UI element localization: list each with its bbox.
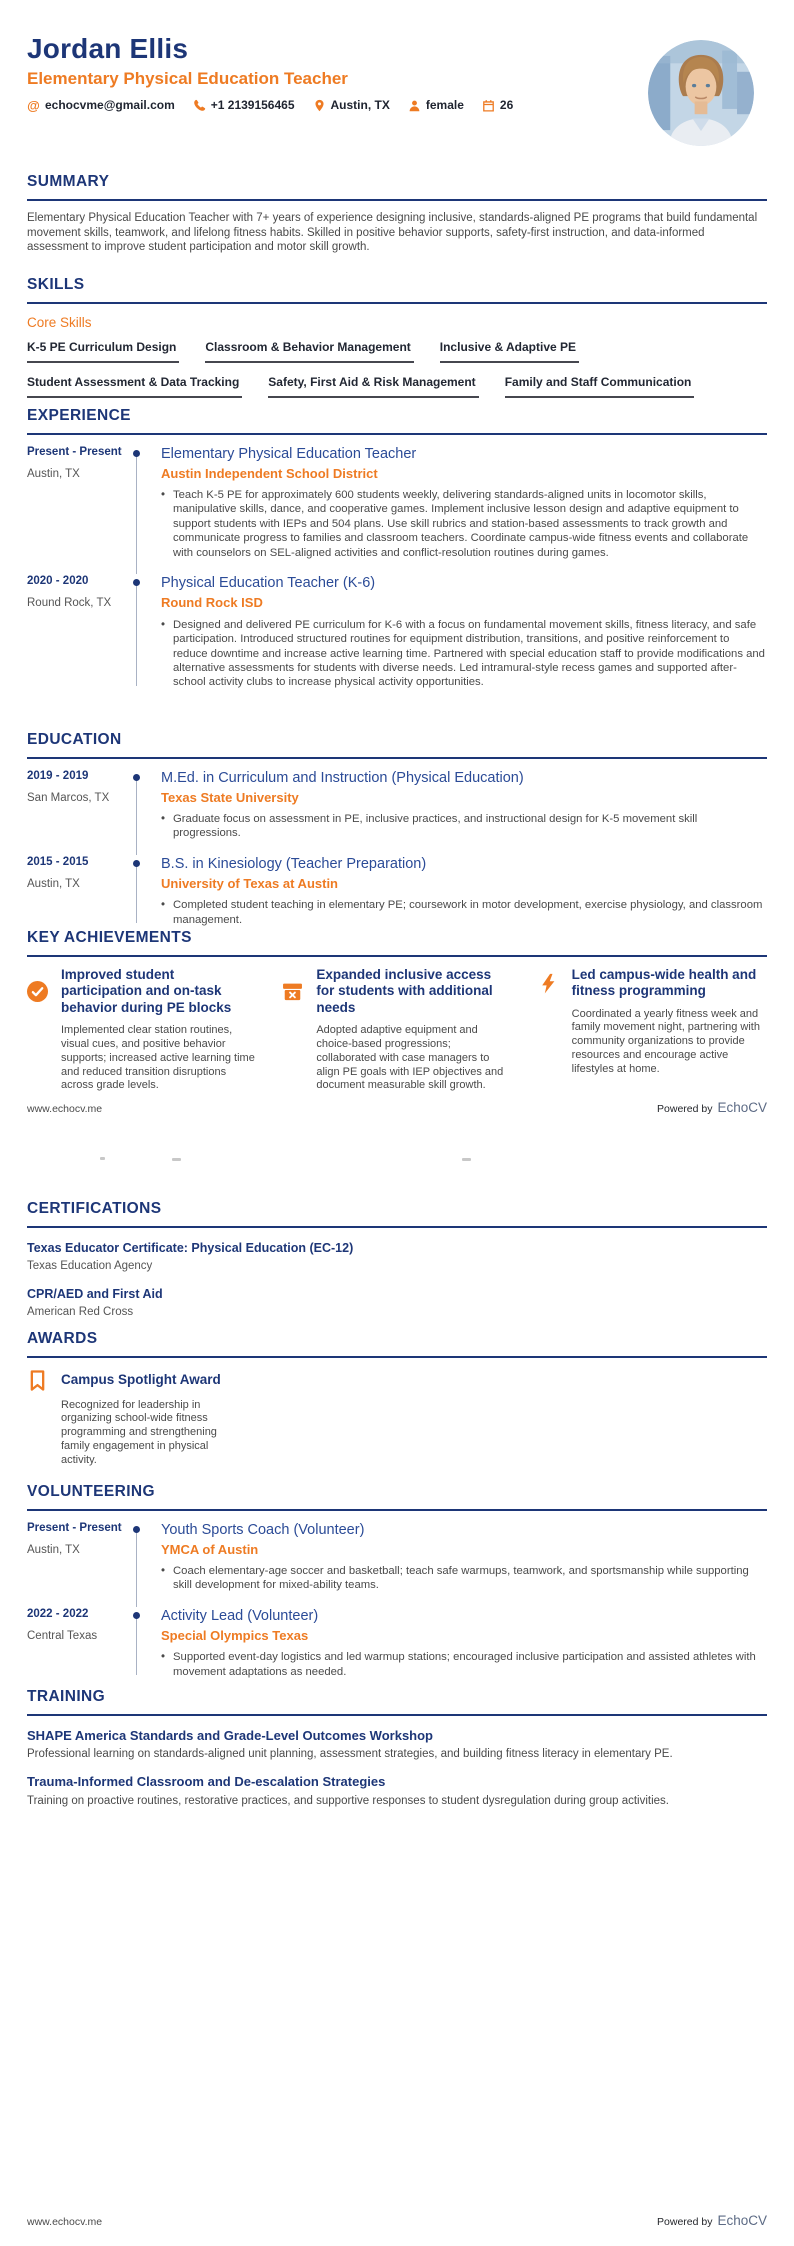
contact-gender-value: female [425,98,464,113]
entry-bullet-text: • Coach elementary-age soccer and basketball; teach safe warmups, teamwork, and sportsmanship while supporting skill development for mixed-ability teams. [173,1564,749,1592]
certification-title: CPR/AED and First Aid [27,1286,163,1301]
entry-meta [27,769,133,841]
entry-dates: Present - Present [27,1521,122,1534]
key-achievements-heading: KEY ACHIEVEMENTS [27,929,767,957]
achievement-title: Expanded inclusive access for students with additional needs [316,966,493,1015]
timeline-marker-icon [133,1607,161,1679]
entry-title: Elementary Physical Education Teacher [161,445,417,462]
contact-age-value: 26 [499,98,514,113]
footer-powered-by [657,1100,767,1115]
entry-location: Austin, TX [27,1543,80,1556]
entry-meta [27,1607,133,1679]
entry-dates: Present - Present [27,445,122,458]
footer-site-url: www.echocv.me [27,1103,103,1115]
achievement-card [282,967,511,1094]
location-pin-icon [313,99,326,112]
volunteering-section [27,1483,767,1679]
training-title: Trauma-Informed Classroom and De-escalation Strategies [27,1774,386,1790]
entry-organization: YMCA of Austin [161,1541,259,1557]
entry-organization: Special Olympics Texas [161,1628,309,1643]
footer-powered-prefix: Powered by [657,1103,713,1115]
entry-organization: Austin Independent School District [161,465,378,481]
entry-bullet-text: • Graduate focus on assessment in PE, inclusive practices, and instructional design for K-5 movement skill progressions. [173,812,698,840]
summary-text: Elementary Physical Education Teacher with 7+ years of experience designing inclusive, standards-aligned PE programs that build fundamental movement skills, teamwork, and lifelong fitness habits. Skilled in positive behavior supports, safety-first instruction, and data-informed assessment to improve student participation and motor skill growth. [27,211,758,254]
achievement-body: Coordinated a yearly fitness week and family movement night, partnering with community organizations to provide resources and encourage active lifestyles at home. [571,1007,760,1075]
timeline-marker-icon [133,1521,161,1593]
certification-issuer: Texas Education Agency [27,1259,153,1272]
bookmark-icon [27,1370,48,1391]
education-heading: EDUCATION [27,731,767,759]
skill-item: Student Assessment & Data Tracking [27,375,242,398]
entry-location: Austin, TX [27,467,80,480]
archive-x-icon [282,981,303,1002]
experience-entry [27,574,767,690]
skill-item: Family and Staff Communication [505,375,695,398]
awards-section [27,1330,767,1468]
skills-list [27,340,767,398]
entry-title: Activity Lead (Volunteer) [161,1607,319,1624]
certification-item [27,1240,767,1274]
entry-bullet [161,898,767,927]
entry-bullet-text: • Supported event-day logistics and led warmup stations; encouraged inclusive participation and assisted athletes with movement adaptations as needed. [173,1651,756,1678]
entry-body [161,1607,767,1679]
entry-title: Physical Education Teacher (K-6) [161,575,376,592]
lightning-icon [538,973,559,994]
skill-item: Safety, First Aid & Risk Management [268,375,478,398]
experience-entry [27,445,767,561]
entry-organization: Texas State University [161,789,299,805]
page-footer [27,1100,767,1115]
entry-body [161,855,767,927]
entry-organization: University of Texas at Austin [161,876,338,891]
award-body: Recognized for leadership in organizing school-wide fitness programming and strengthening family engagement in physical activity. [61,1398,217,1467]
achievement-title: Improved student participation and on-task behavior during PE blocks [61,966,232,1015]
training-description: Training on proactive routines, restorative practices, and supportive responses to student dysregulation during group activities. [27,1795,670,1808]
summary-heading: SUMMARY [27,173,767,201]
page-footer [27,2213,767,2228]
skills-section [27,276,767,398]
certifications-section [27,1200,767,1320]
footer-brand: EchoCV [717,1100,767,1115]
contact-email [27,98,175,112]
entry-bullet [161,1564,767,1593]
achievement-card [27,967,256,1094]
key-achievements-section [27,929,767,1093]
footer-powered-by [657,2213,767,2228]
entry-body [161,574,767,690]
entry-title: Youth Sports Coach (Volunteer) [161,1521,365,1538]
page-break-artifact [172,1158,181,1161]
page-break-artifact [100,1157,105,1160]
contact-gender [408,98,464,112]
skill-item: Inclusive & Adaptive PE [440,340,579,363]
footer-brand: EchoCV [717,2213,767,2228]
awards-heading: AWARDS [27,1330,767,1358]
volunteering-entry [27,1521,767,1593]
contact-phone-value: +1 2139156465 [210,98,295,113]
entry-bullet [161,618,767,690]
entry-bullet-text: • Completed student teaching in elementary PE; coursework in motor development, exercise physiology, and classroom management. [173,899,763,926]
person-icon [408,99,421,112]
timeline-marker-icon [133,769,161,841]
page-break-artifact [462,1158,471,1161]
timeline-marker-icon [133,855,161,927]
entry-title: B.S. in Kinesiology (Teacher Preparation) [161,855,427,872]
skills-heading: SKILLS [27,276,767,304]
entry-bullet [161,1650,767,1679]
training-description: Professional learning on standards-aligned unit planning, assessment strategies, and building fitness literacy in elementary PE. [27,1748,673,1761]
calendar-icon [482,99,495,112]
entry-meta [27,445,133,561]
training-section [27,1688,767,1809]
timeline-marker-icon [133,574,161,690]
entry-dates: 2015 - 2015 [27,855,89,868]
contact-phone [193,98,295,112]
certification-issuer: American Red Cross [27,1306,134,1319]
entry-body [161,1521,767,1593]
entry-body [161,445,767,561]
entry-dates: 2022 - 2022 [27,1607,89,1620]
entry-meta [27,574,133,690]
entry-location: Round Rock, TX [27,597,112,610]
education-entry [27,855,767,927]
certifications-heading: CERTIFICATIONS [27,1200,767,1228]
candidate-name: Jordan Ellis [27,33,189,64]
contact-email-value: echocvme@gmail.com [45,98,175,113]
contact-age [482,98,513,112]
achievement-card [538,967,767,1094]
certification-title: Texas Educator Certificate: Physical Education (EC-12) [27,1240,354,1255]
experience-heading: EXPERIENCE [27,407,767,435]
candidate-job-title: Elementary Physical Education Teacher [27,68,348,88]
achievements-grid [27,967,767,1094]
skills-group-label: Core Skills [27,314,92,330]
footer-site-url: www.echocv.me [27,2216,103,2228]
entry-bullet-text: • Teach K-5 PE for approximately 600 students weekly, delivering standards-aligned units in locomotor skills, manipulative skills, dance, and cooperative games. Implement inclusive lesson design and adaptive equipment to support students with IEPs and 504 plans. Use skill rubrics and station-based assessments to track growth and communicate progress to families and classroom teachers. Coordinate campus-wide fitness events and collaborate with counselors on SEL-aligned activities and conflict-resolution routines during games. [173,488,749,559]
entry-location: San Marcos, TX [27,791,110,804]
entry-organization: Round Rock ISD [161,595,263,611]
entry-dates: 2019 - 2019 [27,769,89,782]
education-entry [27,769,767,841]
award-title: Campus Spotlight Award [61,1371,221,1387]
contact-location-value: Austin, TX [330,98,390,113]
entry-bullet [161,812,767,841]
achievement-body: Implemented clear station routines, visual cues, and positive behavior supports; increased active learning time and reduced transition disruptions across grade levels. [61,1024,255,1092]
entry-bullet [161,488,767,560]
training-item [27,1774,767,1809]
at-icon: @ [27,97,40,113]
entry-dates: 2020 - 2020 [27,575,89,588]
timeline-marker-icon [133,445,161,561]
summary-section [27,173,767,255]
entry-title: M.Ed. in Curriculum and Instruction (Physical Education) [161,769,524,786]
training-item [27,1728,767,1763]
experience-section [27,407,767,690]
training-title: SHAPE America Standards and Grade-Level Outcomes Workshop [27,1727,434,1743]
check-circle-icon [27,981,48,1002]
skill-item: Classroom & Behavior Management [205,340,413,363]
entry-body [161,769,767,841]
skill-item: K-5 PE Curriculum Design [27,340,179,363]
achievement-body: Adopted adaptive equipment and choice-based progressions; collaborated with case managers to align PE goals with IEP objectives and document measurable skill growth. [316,1024,504,1092]
achievement-title: Led campus-wide health and fitness programming [571,966,757,999]
entry-meta [27,855,133,927]
resume-page-2 [0,1163,794,2246]
entry-location: Central Texas [27,1629,98,1642]
entry-bullet-text: • Designed and delivered PE curriculum for K-6 with a focus on fundamental movement skills, fitness literacy, and safe participation. Introduced structured routines for equipment distribution, transitions, and positive reinforcement to reduce downtime and increase active learning time. Partnered with special education staff to provide modifications and alternative assessments for students with diverse needs. Led intramural-style recess games and supported after-school activity clubs to increase physical activity opportunities. [173,618,765,689]
education-section [27,731,767,927]
volunteering-entry [27,1607,767,1679]
footer-powered-prefix: Powered by [657,2216,713,2228]
profile-photo [648,40,754,146]
entry-meta [27,1521,133,1593]
award-card [27,1370,767,1468]
training-heading: TRAINING [27,1688,767,1716]
phone-icon [193,99,206,112]
contact-location [313,98,390,112]
entry-location: Austin, TX [27,877,80,890]
certification-item [27,1286,767,1320]
volunteering-heading: VOLUNTEERING [27,1483,767,1511]
